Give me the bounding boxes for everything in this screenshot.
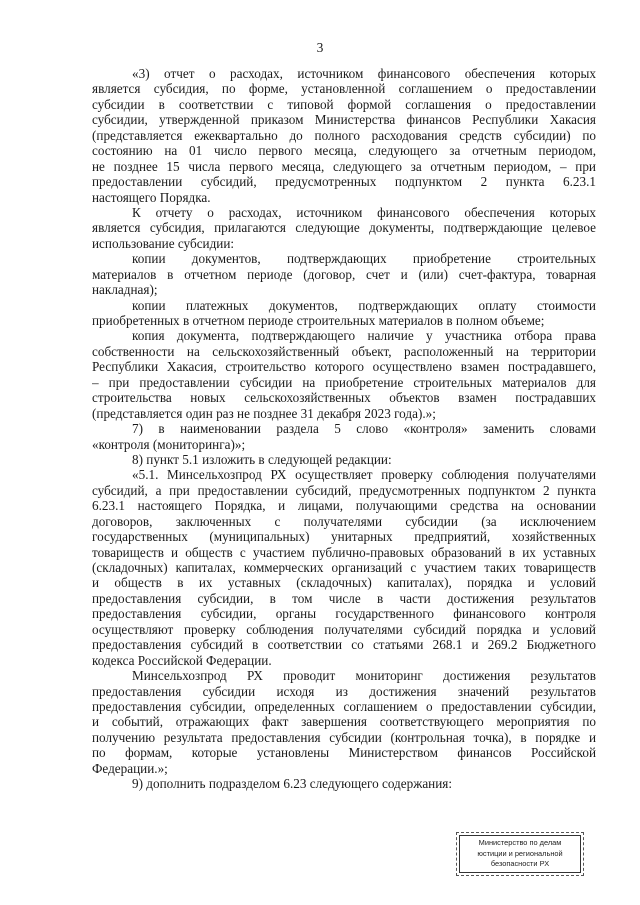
text-line: Республики Хакасия, строительство которого осуществлено взамен пострадавшего, bbox=[92, 359, 596, 375]
text-line: – при предоставлении субсидии на приобретение строительных материалов для bbox=[92, 374, 596, 390]
text-line: 9) дополнить подразделом 6.23 следующего содержания: bbox=[132, 776, 453, 792]
text-line: кодекса Российской Федерации. bbox=[92, 652, 272, 668]
stamp-line: юстиции и региональной bbox=[477, 848, 563, 858]
text-line: материалов в отчетном периоде (договор, счет и (или) счет-фактура, товарная bbox=[92, 266, 596, 282]
page-number: 3 bbox=[316, 40, 324, 55]
text-line: предоставления субсидий в соответствии со статьями 268.1 и 269.2 Бюджетного bbox=[92, 637, 596, 653]
text-line: предоставления субсидии, определенных соглашением о предоставлении субсидии, bbox=[92, 698, 596, 714]
text-line: использование субсидии: bbox=[92, 235, 235, 251]
text-line: и событий, отражающих факт завершения соответствующего мероприятия по bbox=[92, 714, 596, 730]
text-line: строительства новых сельскохозяйственных объектов взамен пострадавших bbox=[92, 390, 596, 406]
text-line: 8) пункт 5.1 изложить в следующей редакции: bbox=[132, 451, 392, 467]
text-line: предоставления субсидии, в том числе в части достижения результатов bbox=[92, 590, 596, 606]
text-line: настоящего Порядка. bbox=[92, 189, 211, 205]
document-body bbox=[92, 66, 596, 792]
stamp-line: безопасности РХ bbox=[490, 859, 550, 868]
text-line: субсидий, а при предоставлении субсидий, предусмотренных подпунктом 2 пункта bbox=[92, 482, 596, 498]
text-line: по формам, которые установлены Министерством финансов Российской bbox=[92, 745, 596, 761]
text-line: является субсидия, прилагаются следующие документы, подтверждающие целевое bbox=[92, 220, 596, 236]
text-line: 6.23.1 настоящего Порядка, и лицами, получающими средства на основании bbox=[92, 498, 596, 514]
text-line: товариществ и обществ с участием публично-правовых образований в их уставных bbox=[92, 544, 596, 560]
text-line: (представляется один раз не позднее 31 декабря 2023 года).»; bbox=[92, 405, 436, 421]
text-line: предоставления субсидии, органы государственного финансового контроля bbox=[92, 606, 596, 622]
text-line: субсидии, утвержденной приказом Министерства финансов Республики Хакасия bbox=[92, 112, 596, 128]
text-line: 7) в наименовании раздела 5 слово «контроля» заменить словами bbox=[132, 421, 596, 437]
text-line: Федерации.»; bbox=[92, 760, 168, 776]
stamp-line: Министерство по делам bbox=[478, 838, 562, 847]
text-line: копия документа, подтверждающего наличие у участника отбора права bbox=[132, 328, 596, 344]
text-line: субсидии в соответствии с типовой формой соглашения о предоставлении bbox=[92, 96, 596, 112]
text-line: «5.1. Минсельхозпрод РХ осуществляет проверку соблюдения получателями bbox=[132, 467, 596, 483]
text-line: (складочных) капиталах, коммерческих организаций с участием таких товариществ bbox=[92, 560, 596, 575]
text-line: «3) отчет о расходах, источником финансового обеспечения которых bbox=[132, 66, 596, 81]
text-line: получению результата предоставления субсидии (контрольная точка), в порядке и bbox=[92, 729, 596, 745]
registration-stamp bbox=[459, 835, 581, 873]
text-line: копии документов, подтверждающих приобретение строительных bbox=[132, 251, 596, 267]
text-line: копии платежных документов, подтверждающих оплату стоимости bbox=[132, 297, 596, 313]
text-line: накладная); bbox=[92, 282, 158, 298]
text-line: К отчету о расходах, источником финансового обеспечения которых bbox=[132, 204, 596, 220]
text-line: (представляется ежеквартально до полного расходования средств субсидии) по bbox=[92, 127, 596, 143]
text-line: и обществ в их уставных (складочных) капиталах), порядка и условий bbox=[92, 575, 596, 591]
text-line: собственности на сельскохозяйственный объект, расположенный на территории bbox=[92, 343, 596, 359]
text-line: договоров, заключенных с получателями субсидии (за исключением bbox=[92, 513, 596, 529]
text-line: является субсидия, по форме, установленной соглашением о предоставлении bbox=[92, 81, 596, 97]
text-line: государственных (муниципальных) унитарных предприятий, хозяйственных bbox=[92, 529, 596, 545]
text-line: приобретенных в отчетном периоде строительных материалов в полном объеме; bbox=[92, 313, 545, 328]
text-line: осуществляют проверку соблюдения получателями субсидий порядка и условий bbox=[92, 621, 596, 637]
text-line: предоставления субсидии исходя из достижения значений результатов bbox=[92, 683, 596, 699]
text-line: не позднее 15 числа первого месяца, следующего за отчетным периодом, – при bbox=[92, 158, 596, 174]
text-line: «контроля (мониторинга)»; bbox=[92, 436, 246, 452]
text-line: Минсельхозпрод РХ проводит мониторинг достижения результатов bbox=[132, 668, 596, 684]
text-line: предоставлении субсидий, предусмотренных подпунктом 2 пункта 6.23.1 bbox=[92, 174, 596, 190]
text-line: состоянию на 01 число первого месяца, следующего за отчетным периодом, bbox=[92, 143, 596, 159]
